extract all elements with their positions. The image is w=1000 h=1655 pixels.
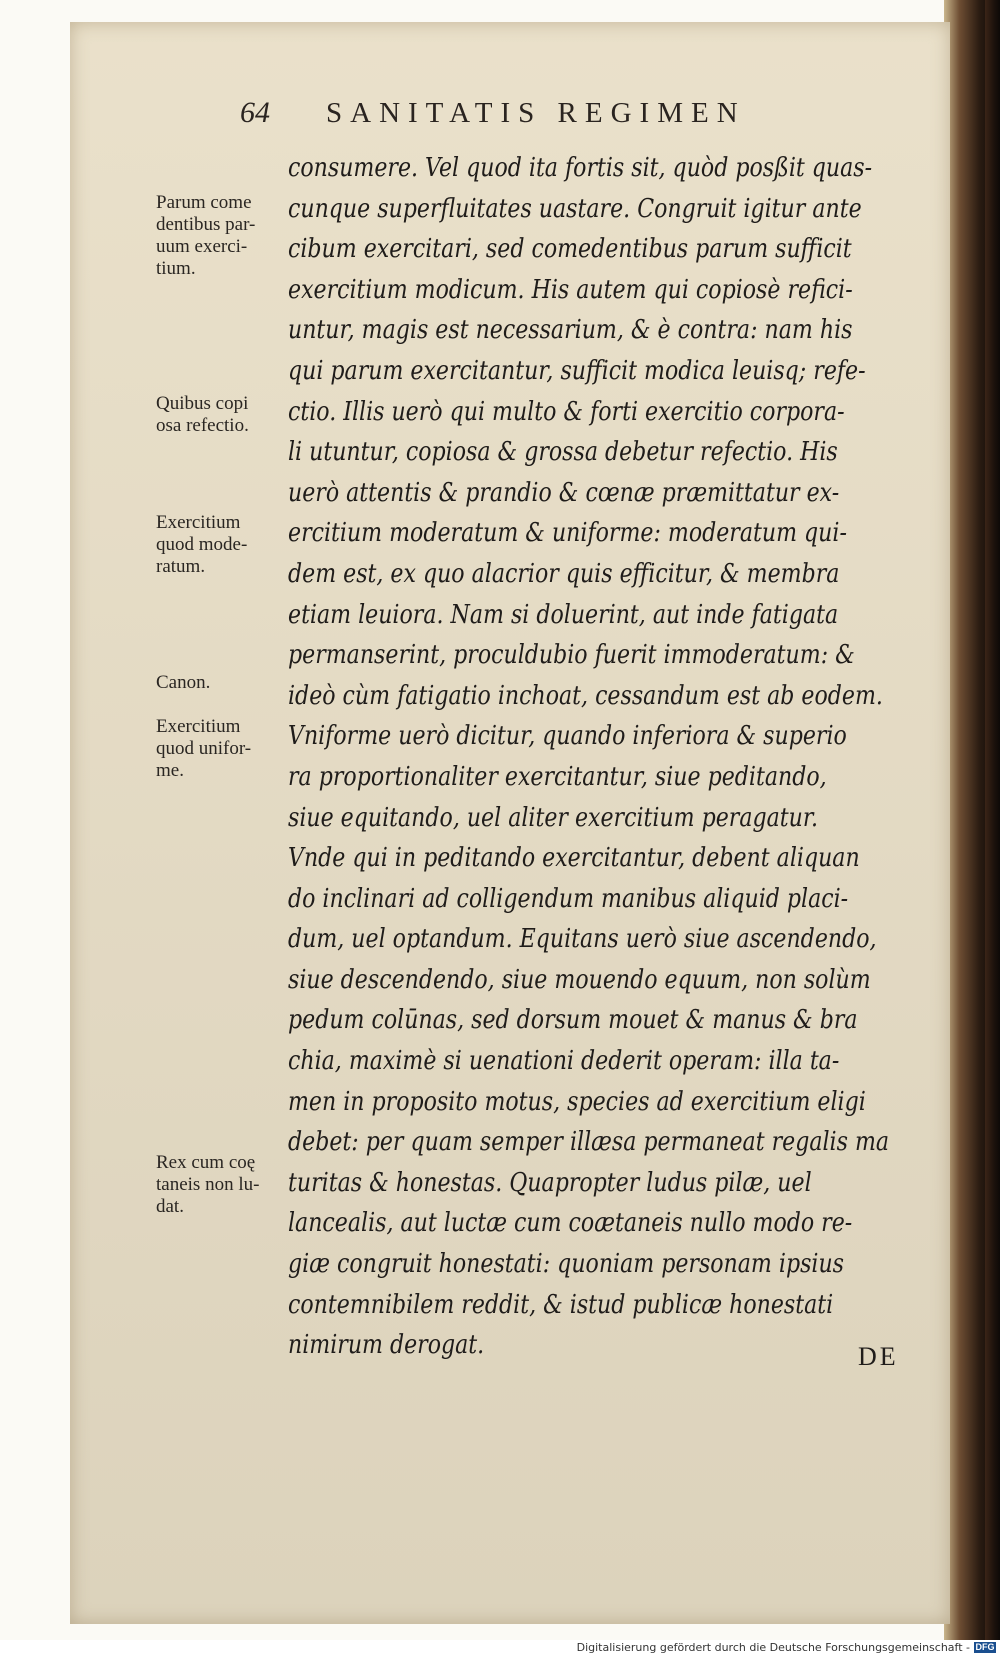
page-number: 64 [240, 96, 270, 129]
margin-note: Canon. [156, 672, 211, 693]
margin-note: Quibus copi osa refectio. [156, 393, 249, 436]
body-line: Vnde qui in peditando exercitantur, debent aliquan [288, 842, 860, 874]
body-line: cibum exercitari, sed comedentibus parum sufficit [288, 233, 852, 265]
body-line: permanserint, proculdubio fuerit immoderatum: & [288, 639, 855, 671]
running-head [240, 88, 880, 138]
body-line: li utuntur, copiosa & grossa debetur refectio. His [288, 436, 838, 468]
body-line: ideò cùm fatigatio inchoat, cessandum est ab eodem. [288, 679, 883, 711]
body-line: debet: per quam semper illæsa permaneat regalis ma [288, 1126, 890, 1158]
body-line: turitas & honestas. Quapropter ludus pilæ, uel [288, 1166, 812, 1198]
body-line: lancealis, aut luctæ cum coætaneis nullo modo re- [288, 1207, 853, 1239]
margin-note: Parum come dentibus par- uum exerci- tium. [156, 192, 256, 279]
body-line: ercitium moderatum & uniforme: moderatum qui- [288, 517, 847, 549]
body-line: cunque superfluitates uastare. Congruit igitur ante [288, 192, 862, 224]
body-line: etiam leuiora. Nam si doluerint, aut inde fatigata [288, 598, 839, 630]
body-line: exercitium modicum. His autem qui copiosè refici- [288, 273, 853, 305]
margin-note: Rex cum coę taneis non lu- dat. [156, 1152, 260, 1217]
body-line: chia, maximè si uenationi dederit operam: illa ta- [288, 1045, 840, 1077]
body-line: men in proposito motus, species ad exercitium eligi [288, 1085, 866, 1117]
body-line: siue equitando, uel aliter exercitium peragatur. [288, 801, 819, 833]
body-line: siue descendendo, siue mouendo equum, non solùm [288, 963, 871, 995]
body-line: ctio. Illis uerò qui multo & forti exercitio corpora- [288, 395, 845, 427]
footer-credit: Digitalisierung gefördert durch die Deutsche Forschungsgemeinschaft - [576, 1641, 970, 1654]
body-line: nimirum derogat. [288, 1329, 485, 1361]
running-title: SANITATIS REGIMEN [326, 96, 746, 129]
body-line: qui parum exercitantur, sufficit modica leuisq; refe- [288, 354, 866, 386]
book-spine [944, 0, 988, 1640]
margin-note: Exercitium quod mode- ratum. [156, 512, 248, 577]
body-line: dum, uel optandum. Equitans uerò siue ascendendo, [288, 923, 877, 955]
body-text [288, 148, 890, 1366]
body-line: do inclinari ad colligendum manibus aliquid placi- [288, 882, 849, 914]
body-line: giæ congruit honestati: quoniam personam ipsius [288, 1248, 845, 1280]
footer-bar [0, 1640, 1000, 1655]
body-line: untur, magis est necessarium, & è contra: nam his [288, 314, 853, 346]
dfg-logo-icon: DFG [975, 1642, 995, 1652]
catchword: DE [858, 1342, 899, 1371]
margin-note: Exercitium quod unifor- me. [156, 716, 252, 781]
body-line: pedum colūnas, sed dorsum mouet & manus & bra [288, 1004, 858, 1036]
body-line: dem est, ex quo alacrior quis efficitur, & membra [288, 557, 840, 589]
body-line: consumere. Vel quod ita fortis sit, quòd posßit quas- [288, 152, 873, 183]
binding-edge [985, 0, 1000, 1640]
body-line: ra proportionaliter exercitantur, siue peditando, [288, 760, 827, 792]
body-line: uerò attentis & prandio & cœnæ præmittatur ex- [288, 476, 840, 508]
body-line: contemnibilem reddit, & istud publicæ honestati [288, 1288, 834, 1320]
body-line: Vniforme uerò dicitur, quando inferiora & superio [288, 720, 847, 752]
